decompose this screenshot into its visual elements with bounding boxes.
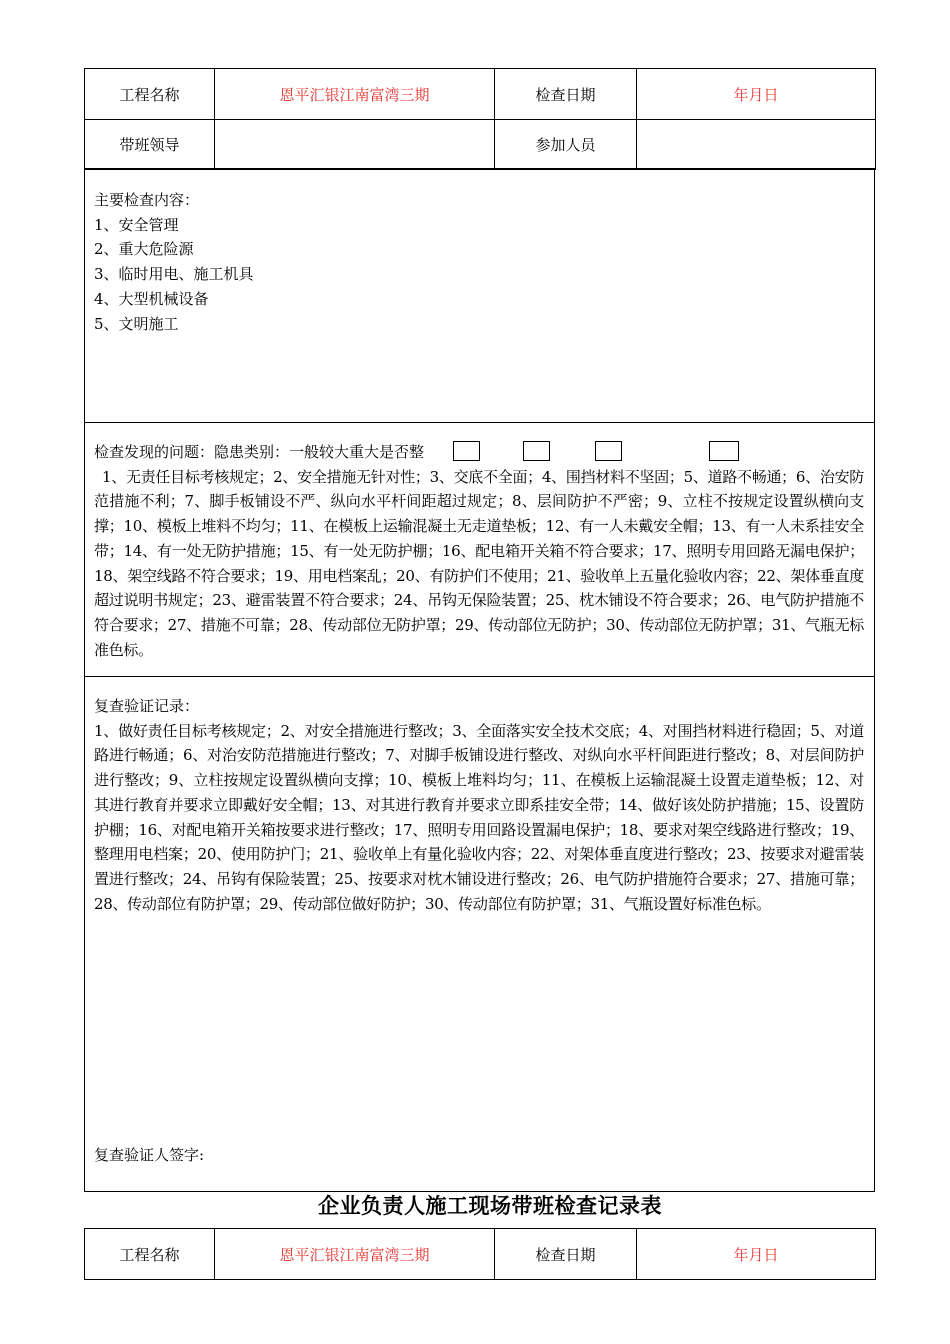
project-name-label: 工程名称 <box>85 69 215 120</box>
checkbox-serious[interactable] <box>595 441 622 461</box>
checkbox-major[interactable] <box>523 441 550 461</box>
leader-label: 带班领导 <box>85 120 215 170</box>
problems-section <box>84 422 875 677</box>
leader-value <box>215 120 495 170</box>
main-content-heading: 主要检查内容： <box>94 191 200 209</box>
check-date-value: 年月日 <box>637 1229 876 1280</box>
main-content-item: 5、文明施工 <box>94 314 179 333</box>
header-table-2 <box>84 1228 876 1280</box>
check-date-value: 年月日 <box>637 69 876 120</box>
main-content-item: 1、安全管理 <box>94 215 179 234</box>
header-table <box>84 68 876 170</box>
checkbox-rectify[interactable] <box>709 441 739 461</box>
main-content-item: 2、重大危险源 <box>94 240 194 259</box>
main-content-item: 4、大型机械设备 <box>94 289 209 308</box>
participants-value <box>637 120 876 170</box>
review-section <box>84 676 875 1192</box>
problems-text: 1、无责任目标考核规定；2、安全措施无针对性；3、交底不全面；4、围挡材料不坚固；5、道路不畅通；6、治安防范措施不利；7、脚手板铺设不严、纵向水平杆间距超过规定；8、层间防护不严密；9、立柱不按规定设置纵横向支撑；10、模板上堆料不均匀；11、在模板上运输混凝土无走道垫板；12、有一人未戴安全帽；13、有一人未系挂安全带；14、有一处无防护措施；15、有一处无防护棚；16、配电箱开关箱不符合要求；17、照明专用回路无漏电保护；18、架空线路不符合要求；19、用电档案乱；20、有防护们不使用；21、验收单上五量化验收内容；22、架体垂直度超过说明书规定；23、避雷装置不符合要求；24、吊钩无保险装置；25、枕木铺设不符合要求；26、电气防护措施不符合要求；27、措施不可靠；28、传动部位无防护罩；29、传动部位无防护；30、传动部位无防护罩；31、气瓶无标准色标。 <box>94 467 864 659</box>
project-name-label: 工程名称 <box>85 1229 215 1280</box>
check-date-label: 检查日期 <box>495 1229 637 1280</box>
signature-label: 复查验证人签字: <box>94 1146 205 1164</box>
review-heading: 复查验证记录： <box>94 697 200 715</box>
form-title: 企业负责人施工现场带班检查记录表 <box>318 1193 662 1218</box>
check-date-label: 检查日期 <box>495 69 637 120</box>
review-text: 1、做好责任目标考核规定；2、对安全措施进行整改；3、全面落实安全技术交底；4、对围挡材料进行稳固；5、对道路进行畅通；6、对治安防范措施进行整改；7、对脚手板铺设进行整改、对纵向水平杆间距进行整改；8、对层间防护进行整改；9、立柱按规定设置纵横向支撑；10、模板上堆料均匀；11、在模板上运输混凝土设置走道垫板；12、对其进行教育并要求立即戴好安全帽；13、对其进行教育并要求立即系挂安全带；14、做好该处防护措施；15、设置防护棚；16、对配电箱开关箱按要求进行整改；17、照明专用回路设置漏电保护；18、要求对架空线路进行整改；19、整理用电档案；20、使用防护门；21、验收单上有量化验收内容；22、对架体垂直度进行整改；23、按要求对避雷装置进行整改；24、吊钩有保险装置；25、按要求对枕木铺设进行整改；26、电气防护措施符合要求；27、措施可靠；28、传动部位有防护罩；29、传动部位做好防护；30、传动部位有防护罩；31、气瓶设置好标准色标。 <box>94 721 864 913</box>
project-name-value: 恩平汇银江南富湾三期 <box>215 69 495 120</box>
project-name-value: 恩平汇银江南富湾三期 <box>215 1229 495 1280</box>
main-content-section <box>84 168 875 423</box>
participants-label: 参加人员 <box>495 120 637 170</box>
checkbox-general[interactable] <box>453 441 480 461</box>
problems-heading: 检查发现的问题：隐患类别：一般较大重大是否整 <box>94 443 425 461</box>
main-content-item: 3、临时用电、施工机具 <box>94 265 254 284</box>
